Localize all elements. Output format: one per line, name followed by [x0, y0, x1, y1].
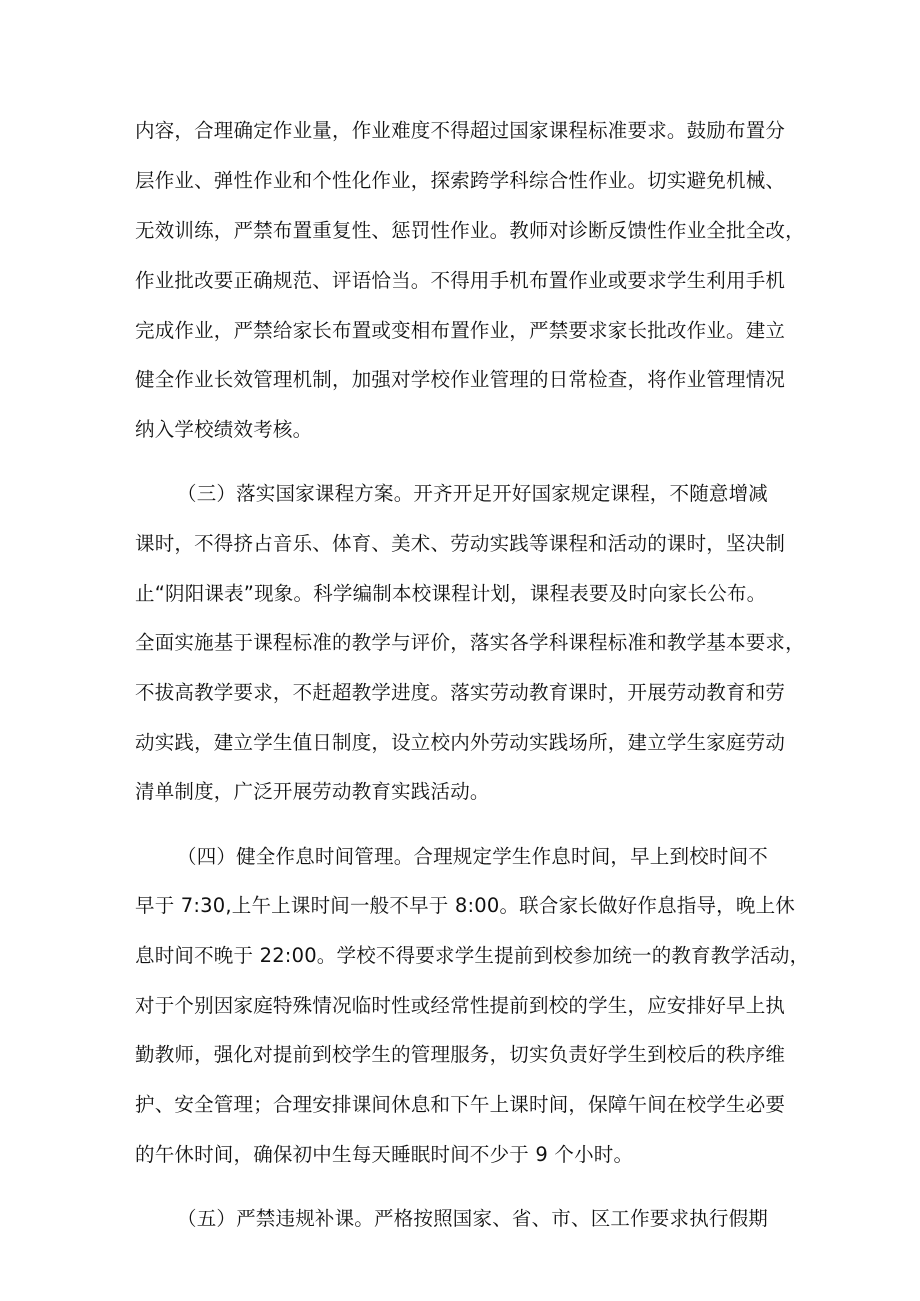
text-line: 无效训练，严禁布置重复性、惩罚性作业。教师对诊断反馈性作业全批全改， — [135, 219, 805, 242]
text-line: 息时间不晚于 22:00。学校不得要求学生提前到校参加统一的教育教学活动， — [135, 944, 810, 967]
text-line: 内容，合理确定作业量，作业难度不得超过国家课程标准要求。鼓励布置分 — [135, 119, 786, 142]
text-line: 健全作业长效管理机制，加强对学校作业管理的日常检查，将作业管理情况 — [135, 368, 786, 391]
text-line: 完成作业，严禁给家长布置或变相布置作业，严禁要求家长批改作业。建立 — [135, 319, 786, 342]
text-line: 纳入学校绩效考核。 — [135, 418, 313, 441]
paragraph-heading-line: （五）严禁违规补课。严格按照国家、省、市、区工作要求执行假期 — [177, 1207, 769, 1230]
text-line: 层作业、弹性作业和个性化作业，探索跨学科综合性作业。切实避免机械、 — [135, 169, 786, 192]
text-line: 清单制度，广泛开展劳动教育实践活动。 — [135, 780, 490, 803]
text-line: 止“阴阳课表”现象。科学编制本校课程计划，课程表要及时向家长公布。 — [135, 582, 767, 605]
text-line: 对于个别因家庭特殊情况临时性或经常性提前到校的学生，应安排好早上执 — [135, 994, 786, 1017]
paragraph-heading-line: （四）健全作息时间管理。合理规定学生作息时间，早上到校时间不 — [177, 845, 769, 868]
paragraph-heading-line: （三）落实国家课程方案。开齐开足开好国家规定课程，不随意增减 — [177, 482, 769, 505]
text-line: 作业批改要正确规范、评语恰当。不得用手机布置作业或要求学生利用手机 — [135, 269, 786, 292]
text-line: 动实践，建立学生值日制度，设立校内外劳动实践场所，建立学生家庭劳动 — [135, 731, 786, 754]
text-line: 护、安全管理；合理安排课间休息和下午上课时间，保障午间在校学生必要 — [135, 1093, 786, 1116]
text-line: 早于 7:30,上午上课时间一般不早于 8:00。联合家长做好作息指导，晚上休 — [135, 894, 795, 917]
text-line: 全面实施基于课程标准的教学与评价，落实各学科课程标准和教学基本要求， — [135, 631, 805, 654]
text-line: 勤教师，强化对提前到校学生的管理服务，切实负责好学生到校后的秩序维 — [135, 1043, 786, 1066]
text-line: 课时，不得挤占音乐、体育、美术、劳动实践等课程和活动的课时，坚决制 — [135, 532, 786, 555]
text-line: 的午休时间，确保初中生每天睡眠时间不少于 9 个小时。 — [135, 1143, 634, 1166]
text-line: 不拔高教学要求，不赶超教学进度。落实劳动教育课时，开展劳动教育和劳 — [135, 681, 786, 704]
